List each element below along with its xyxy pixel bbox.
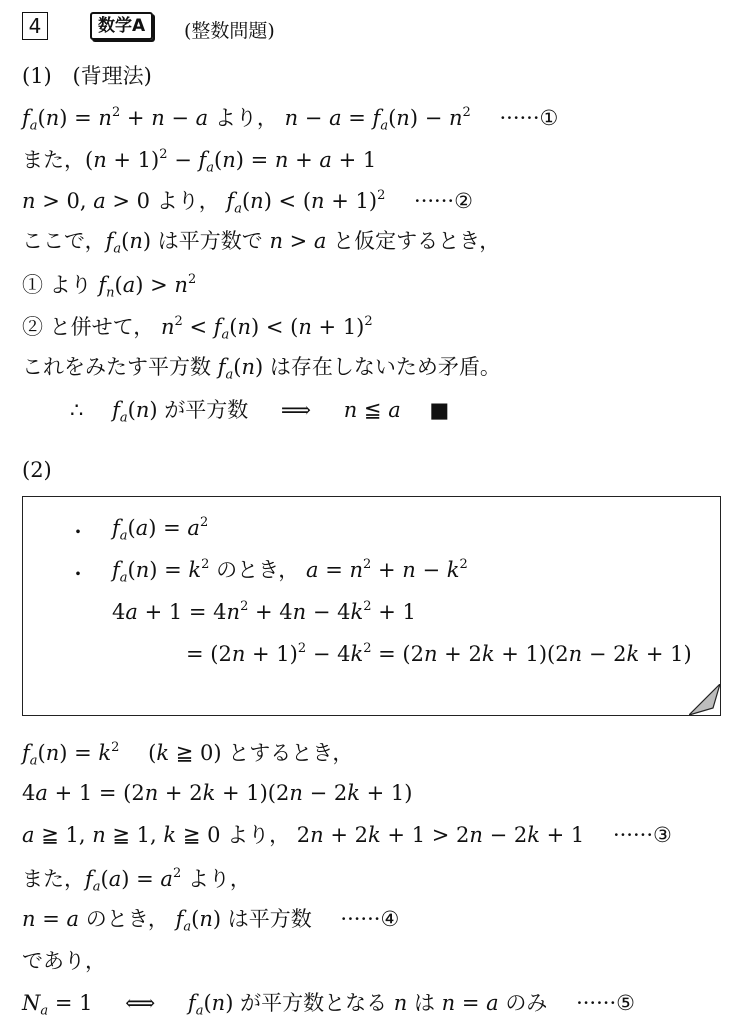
part1-method: (背理法) (72, 64, 152, 88)
text-ga-heihosu: が平方数 (164, 398, 249, 422)
text-heihosu-de: は平方数で (157, 229, 263, 253)
text-korewo: これをみたす平方数 (22, 355, 211, 379)
text-mata: また， (22, 148, 85, 173)
text-yori: より， (187, 867, 251, 892)
text-ga-heihosu-tonaru: が平方数となる (240, 991, 388, 1015)
subject-badge: 数学A (90, 12, 153, 40)
marker-1: ······① (499, 106, 559, 131)
part2-line-7: $N_a = 1$ ⟺ $f_a(n)$ が平方数となる n は n = a のみ ······⑤ (22, 991, 635, 1019)
part2-line-4: また，$f_a(a) = a^2$ より， (22, 866, 251, 895)
marker-2: ······② (414, 189, 473, 214)
part1-label: (1) (22, 64, 52, 88)
part2-line-1: $f_a(n) = k^2$ (k ≧ 0) とするとき， (22, 740, 354, 769)
marker-3: ······③ (612, 823, 672, 847)
text-kokode: ここで， (22, 229, 106, 253)
text-yori: より， (156, 189, 220, 214)
text-yori: より， (214, 106, 278, 131)
part1-line-4: ここで，$f_a(n)$ は平方数で n > a と仮定するとき， (22, 229, 501, 257)
part1-line-3: n > 0, a > 0 より， $f_a(n) < (n + 1)^2$ ······② (22, 188, 473, 217)
text-notoki: のとき， (216, 558, 300, 583)
bullet-1: ・ (68, 520, 88, 544)
box-line-4: = $(2n + 1)^2 - 4k^2 = (2n + 2k + 1)(2n - 2k + 1)$ (186, 641, 692, 667)
page-fold-icon (689, 684, 721, 716)
box-line-1: $f_a(a) = a^2$ (112, 515, 209, 544)
part2-label: (2) (22, 458, 52, 482)
text-yori: より， (227, 823, 291, 847)
part1-line-7: これをみたす平方数 $f_a(n)$ は存在しないため矛盾。 (22, 355, 501, 383)
part1-line-6: ② と併せて， $n^2 < f_a(n) < (n + 1)^2$ (22, 314, 373, 343)
part2-line-6: であり， (22, 949, 106, 973)
text-mata: また， (22, 867, 85, 892)
text-nomi: のみ (505, 991, 548, 1015)
text-ref-1: ① より (22, 273, 92, 298)
problem-number-box: 4 (22, 12, 48, 40)
bullet-2: ・ (68, 562, 88, 586)
box-line-3: $4a + 1 = 4n^2 + 4n - 4k^2 + 1$ (112, 599, 416, 625)
text-mujun: は存在しないため矛盾。 (269, 355, 501, 379)
text-tosurutoki: とするとき， (228, 741, 354, 766)
part1-heading (22, 66, 152, 87)
text-ha: は (413, 991, 435, 1015)
text-heihosu: は平方数 (227, 907, 312, 931)
text-ref-2: ② と併せて， (22, 315, 155, 340)
marker-5: ······⑤ (576, 991, 635, 1015)
part1-line-2: また，$(n + 1)^2 - f_a(n) = n + a + 1$ (22, 147, 377, 176)
text-notoki: のとき， (85, 907, 169, 931)
text-katei: と仮定するとき， (333, 229, 501, 253)
therefore-symbol: ∴ (70, 398, 84, 422)
part1-line-1: $f_a(n) = n^2 + n - a$ より， $n - a = f_a(n) - n^2$ ······① (22, 105, 559, 134)
part2-line-3: a ≧ 1, n ≧ 1, k ≧ 0 より， 2n + 2k + 1 > 2n − 2k + 1 ······③ (22, 823, 672, 847)
part1-line-5: ① より $f_n(a) > n^2$ (22, 272, 197, 301)
part2-line-2: 4a + 1 = (2n + 2k + 1)(2n − 2k + 1) (22, 781, 413, 805)
part2-line-5: n = a のとき， $f_a(n)$ は平方数 ······④ (22, 907, 400, 935)
marker-4: ······④ (340, 907, 400, 931)
part1-line-8: ∴ $f_a(n)$ が平方数 ⟹ n ≦ a ■ (70, 398, 450, 426)
qed-mark: ■ (429, 398, 450, 422)
topic-label: (整数問題) (184, 20, 275, 42)
box-line-2: $f_a(n) = k^2$ のとき， $a = n^2 + n - k^2$ (112, 557, 468, 586)
